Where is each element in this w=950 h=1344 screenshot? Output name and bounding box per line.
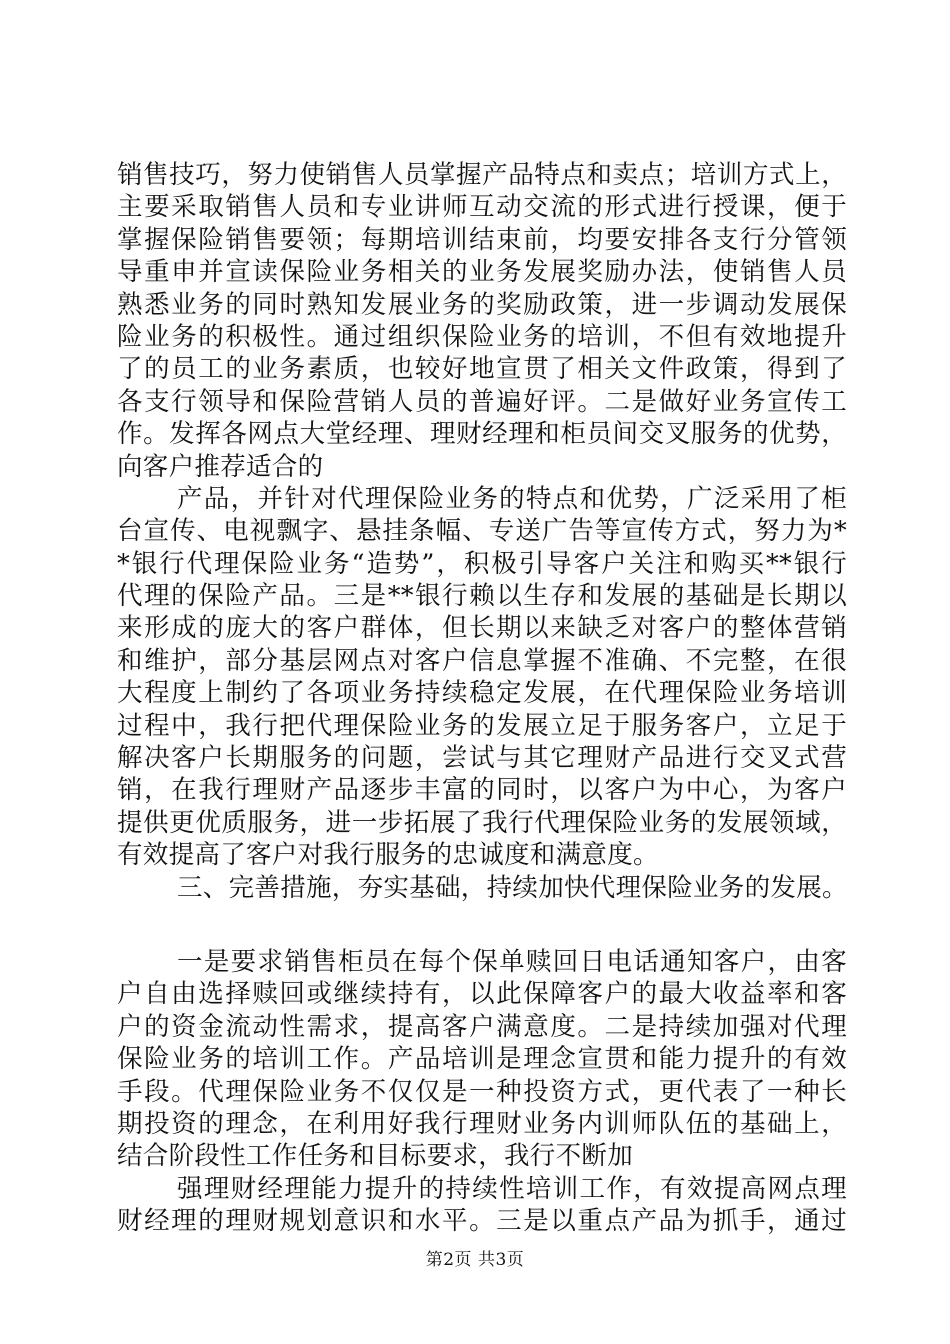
page-number-label: 第2页 共3页 — [425, 1250, 525, 1270]
paragraph-line: 作。发挥各网点大堂经理、理财经理和柜员间交叉服务的优势， — [117, 419, 847, 450]
paragraph-line: 大程度上制约了各项业务持续稳定发展，在代理保险业务培训 — [117, 678, 847, 709]
paragraph-line: 导重申并宣读保险业务相关的业务发展奖励办法，使销售人员 — [117, 257, 847, 288]
paragraph-line: 有效提高了客户对我行服务的忠诚度和满意度。 — [117, 840, 659, 871]
page-footer — [0, 1245, 950, 1270]
paragraph-line: 和维护，部分基层网点对客户信息掌握不准确、不完整，在很 — [117, 645, 847, 676]
paragraph-line: 了的员工的业务素质，也较好地宣贯了相关文件政策，得到了 — [117, 354, 847, 385]
paragraph-line: 来形成的庞大的客户群体，但长期以来缺乏对客户的整体营销 — [117, 613, 847, 644]
paragraph-line: 期投资的理念，在利用好我行理财业务内训师队伍的基础上， — [117, 1108, 847, 1139]
paragraph-line: 财经理的理财规划意识和水平。三是以重点产品为抓手，通过 — [117, 1206, 847, 1237]
paragraph-line: 过程中，我行把代理保险业务的发展立足于服务客户，立足于 — [117, 710, 847, 741]
paragraph-line: 主要采取销售人员和专业讲师互动交流的形式进行授课，便于 — [117, 192, 847, 223]
paragraph-line: 手段。代理保险业务不仅仅是一种投资方式，更代表了一种长 — [117, 1076, 847, 1107]
paragraph-line: 提供更优质服务，进一步拓展了我行代理保险业务的发展领域， — [117, 807, 847, 838]
paragraph-line: 户的资金流动性需求，提高客户满意度。二是持续加强对代理 — [117, 1011, 847, 1042]
paragraph-gap — [117, 904, 847, 946]
paragraph-line: 各支行领导和保险营销人员的普遍好评。二是做好业务宣传工 — [117, 386, 847, 417]
document-body — [117, 159, 847, 1238]
paragraph-line: 熟悉业务的同时熟知发展业务的奖励政策，进一步调动发展保 — [117, 289, 847, 320]
paragraph-line: 结合阶段性工作任务和目标要求，我行不断加 — [117, 1141, 634, 1172]
paragraph-line: 一是要求销售柜员在每个保单赎回日电话通知客户，由客 — [177, 946, 847, 977]
paragraph-line: 保险业务的培训工作。产品培训是理念宣贯和能力提升的有效 — [117, 1044, 847, 1075]
paragraph-line: 销售技巧，努力使销售人员掌握产品特点和卖点；培训方式上， — [117, 160, 847, 190]
paragraph-line: 险业务的积极性。通过组织保险业务的培训，不但有效地提升 — [117, 321, 847, 352]
paragraph-line: 解决客户长期服务的问题，尝试与其它理财产品进行交叉式营 — [117, 743, 847, 774]
paragraph-line: 向客户推荐适合的 — [117, 451, 324, 482]
paragraph-line: 台宣传、电视飘字、悬挂条幅、专送广告等宣传方式，努力为* — [117, 516, 847, 547]
paragraph-line: 产品，并针对代理保险业务的特点和优势，广泛采用了柜 — [177, 483, 847, 514]
paragraph-line: 强理财经理能力提升的持续性培训工作，有效提高网点理 — [177, 1173, 847, 1204]
paragraph-line: 户自由选择赎回或继续持有，以此保障客户的最大收益率和客 — [117, 979, 847, 1010]
paragraph-line: 代理的保险产品。三是**银行赖以生存和发展的基础是长期以 — [117, 581, 847, 612]
paragraph-line: 销，在我行理财产品逐步丰富的同时，以客户为中心，为客户 — [117, 775, 847, 806]
paragraph-line: 掌握保险销售要领；每期培训结束前，均要安排各支行分管领 — [117, 224, 847, 255]
paragraph-line: *银行代理保险业务“造势”，积极引导客户关注和购买**银行 — [117, 548, 847, 579]
section-heading: 三、完善措施，夯实基础，持续加快代理保险业务的发展。 — [177, 872, 848, 903]
